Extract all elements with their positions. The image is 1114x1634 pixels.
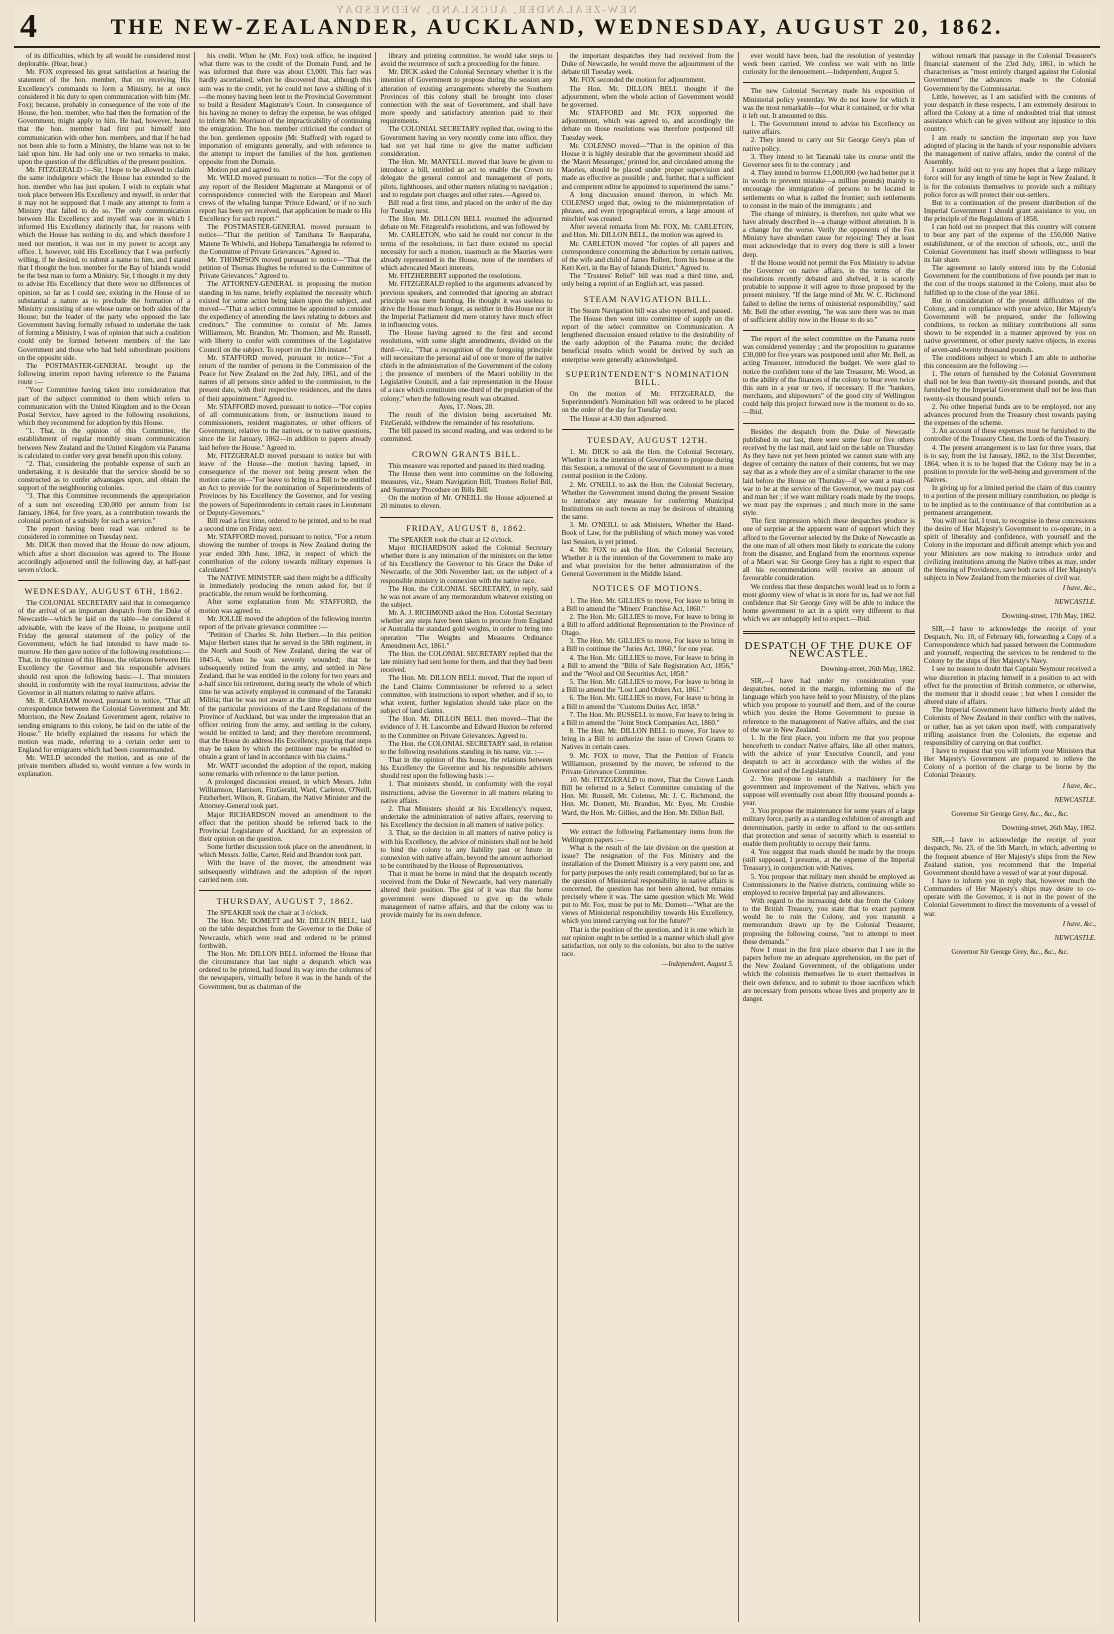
bleed-through-text: NEW-ZEALANDER, AUCKLAND, WEDNESDAY — [334, 4, 637, 16]
paragraph: If the House would not permit the Fox Ministry to advise the Governor on native affairs, in the terms of the resolutions recently debated and shelved, it is scarcely probable to suppose it will agree to those proposed by the present ministry. "If the large mind of Mr. W. C. Richmond failed to define the terms of ministerial responsibility," said Mr. Bell the other evening, "he was sure there was no man of sufficient ability now in the House to do so." — [742, 258, 915, 324]
paragraph: 2. You propose to establish a machinery for the government and improvement of the Natives, which you suppose will eventually cost about fifty thousand pounds a-year. — [742, 774, 915, 808]
paragraph: 3. The Hon. Mr. GILLIES to move, For leave to bring in a Bill to continue the "Juries Act, 1860," for one year. — [561, 637, 734, 654]
paragraph: I can hold out no prospect that this country will consent to bear any part of the expense of the £50,000 Native establishment, or of the erection of schools, etc., until the Colonial Government has itself shown willingness to bear its fair share. — [923, 223, 1097, 264]
paragraph: Mr. FITZGERALD :—Sir, I hope to be allowed to claim the same indulgence which the House has extended to the hon. member who has just spoken. I wish to explain what took place between His Excellency and myself, in order that it may not be supposed that I made any attempt to form a Ministry that failed to do so. The only communication between His Excellency and myself was one in which I informed His Excellency distinctly that, for reasons with which the House has nothing to do, and which therefore I need not mention, it was not in my power to accept any office. I, however, told His Excellency that I was perfectly willing, if he desired, to submit a name to him, and I stated that I thought the hon. member for the Bay of Islands would be the best man to form a Ministry. Sir, I thought it my duty to advise His Excellency that there were no differences of opinion, so far as I could see, existing in the House of so substantial a nature as to preclude the formation of a Ministry consisting of one whose name on both sides of the House; but the leader of the party who opposed the late Government having formally refused to undertake the task of forming a Ministry, I was of opinion that such a coalition could only be formed between members of the late Government and those who had held subordinate positions on the opposite side. — [18, 166, 191, 362]
divider — [380, 517, 552, 518]
source-credit: —Independent, August 5. — [662, 960, 734, 969]
paragraph: A prolonged discussion ensued, in which Messrs. John Williamson, Harrison, FitzGerald, Ward, Carleton, O'Neill, Fitzherbert, Wilson, R. Graham, the Native Minister and the Attorney-General took part. — [199, 777, 372, 811]
column-2 — [195, 52, 376, 1622]
divider — [18, 580, 190, 581]
columns — [14, 52, 1100, 1622]
paragraph: The report having been read was ordered to be considered in committee on Tuesday next. — [18, 525, 191, 542]
column-3 — [376, 52, 557, 1622]
paragraph: The Imperial Government have hitherto freely aided the Colonists of New Zealand in their conflict with the natives, or rather, has as yet taken upon itself, with comparatively trifling assistance from the Colonists, the expense and responsibility of carrying on that conflict. — [923, 706, 1097, 747]
paragraph: "Your Committee having taken into consideration that part of the subject committed to them which refers to communication with the United Kingdom and to the Ocean Postal Service, have agreed to the following resolutions, which they recommend for adoption by this House. — [18, 386, 191, 428]
paragraph: The Hon. Mr. DOMETT and Mr. DILLON BELL, laid on the table despatches from the Governor to the Duke of Newcastle, which were read and ordered to be printed forthwith. — [199, 917, 372, 950]
paragraph: Mr. FITZGERALD moved pursuant to notice but with leave of the House—the motion having lapsed, in consequence of the mover not being present when the motion came on—"For leave to bring in a Bill to be entitled an Act to provide for the nomination of Superintendents of Provinces by his Excellency the Governor, and for vesting the powers of Superintendents in certain cases in Lieutenant or Deputy-Governors." — [199, 451, 372, 517]
addressee: Governor Sir George Grey, &c., &c., &c. — [951, 809, 1069, 818]
paragraph: 1. The return of furnished by the Colonial Government shall not be less than twenty-six thousand pounds, and that furnished by the Imperial Government shall not be less than twenty-six thousand pounds. — [923, 370, 1097, 403]
paragraph: The SPEAKER took the chair at 12 o'clock. — [388, 535, 513, 544]
paragraph: That is the position of the question, and it is one which in our opinion ought to be settled in a manner which shall give satisfaction, not only to the colonists, but also to the native race. — [561, 925, 734, 959]
paragraph: 9. Mr. FOX to move, That the Petition of Francis Williamson, presented by the mover, be referred to the Private Grievance Committee. — [561, 751, 734, 776]
paragraph: Mr. CARLETON, who said he could not concur in the terms of the resolutions, in fact there existed no special necessity for such a motion, inasmuch as the Maories were already represented in the House, none of the members of which advocated Maori interests. — [380, 231, 553, 273]
paragraph: Mr. A. J. RICHMOND asked the Hon. Colonial Secretary whether any steps have been taken to procure from England or Australia the standard gold weights, in order to bring into operation "The Weights and Measures Ordinance Amendment Act, 1861." — [380, 609, 553, 650]
signature: NEWCASTLE. — [1054, 795, 1097, 804]
section-heading: TUESDAY, AUGUST 12TH. — [587, 434, 709, 445]
paragraph: 1. That ministers should, in conformity with the royal instructions, advise the Governor in all matters relating to native affairs. — [380, 780, 553, 805]
newspaper-page — [14, 6, 1100, 1626]
dateline: Downing-street, 17th May, 1862. — [1001, 612, 1097, 621]
paragraph: Major RICHARDSON moved an amendment to the effect that the petition should be referred back to the Provincial Legislature of Auckland, for an expression of their opinion on the question. — [199, 810, 372, 843]
column-4 — [558, 52, 739, 1622]
paragraph: 2. The Hon. Mr. GILLIES to move, For leave to bring in a Bill to afford additional Representation to the Province of Otago. — [561, 612, 734, 638]
dateline: Downing-street, 26th May, 1862. — [820, 664, 915, 673]
section-heading: NOTICES OF MOTIONS. — [592, 583, 704, 594]
paragraph: Major RICHARDSON asked the Colonial Secretary whether there is any intimation of the ministers on the letter of his Excellency the Governor to his Grace the Duke of Newcastle, of the 30th November last, on the subject of a responsible ministry in connexion with the native race. — [380, 543, 553, 585]
paragraph: Mr. DICK asked the Colonial Secretary whether it is the intention of Government to propose during the session any alteration of existing arrangements whereby the Southern Provinces of this colony shall be brought into closer connection with the seat of Government, and shall have more speedy and satisfactory attention paid to their requirements. — [380, 68, 553, 126]
section-heading: SUPERINTENDENT'S NOMINATION BILL. — [565, 368, 730, 387]
section-heading: THURSDAY, AUGUST 7, 1862. — [216, 895, 354, 906]
paragraph: Mr. FITZHERBERT supported the resolutions. — [388, 272, 522, 281]
paragraph: I cannot hold out to you any hopes that a large military force will for any length of time be kept in New Zealand. It is for the colonists themselves to provide such a military police force as will protect their out-settlers. — [923, 166, 1097, 199]
paragraph: his credit. When he (Mr. Fox) took office, he inquired what there was to the credit of the Domain Fund, and he was informed that there was about £3,000. This fact was hardly ascertained, when he discovered that, although this sum was to the credit, yet he could not have a shilling of it—the money having been lent to the Provincial Government to build a Resident Magistrate's Court. In consequence of his having no money to defray the expense, he was obliged to inform Mr. Morrison of the impracticability of continuing the emigration. The hon. member criticised the conduct of the hon. gentlemen opposite (Mr. Stafford) with regard to importation of emigrants generally, and with reference to the attempt to import the families of the hon. gentlemen opposite from the Domain. — [199, 52, 372, 167]
paragraph: The COLONIAL SECRETARY replied that, owing to the Government having so very recently come into office, they had not yet had time to give the matter sufficient consideration. — [380, 125, 553, 158]
paragraph: The Hon. the COLONIAL SECRETARY said, in relation to the following resolutions standing in his name, viz. :— — [380, 739, 553, 756]
paragraph: the important despatches they had received from the Duke of Newcastle, he would move the adjournment of the debate till Tuesday week. — [561, 52, 734, 77]
paragraph: The POSTMASTER-GENERAL brought up the following interim report having reference to the Panama route :— — [18, 361, 191, 387]
paragraph: I see no reason to doubt that Captain Seymour received a wise discretion in placing himself in a position to act with effect for the protection of British commerce, or otherwise, the moment that it should cease ; but when I consider the altered state of affairs. — [923, 665, 1097, 707]
paragraph: 6. The Hon. Mr. GILLIES to move, For leave to bring in a Bill to amend the "Customs Duties Act, 1858." — [561, 694, 734, 711]
paragraph: That it must be borne in mind that the despatch recently received from the Duke of Newcastle, had very materially altered their position. The gist of it was that the home government were disposed to give up the whole management of native affairs, and that the colony was to provide mainly for its own defence. — [380, 870, 553, 919]
paragraph: The House having agreed to the first and second resolutions, with some slight amendments, divided on the third—viz., "That a recognition of the foregoing principle will necessitate the personal aid of one or more of the native chiefs in the administration of the Government of the colony ; the presence of members of the Maori nobility in the Legislative Council, and a fair representation in the House of a race which constitutes one-third of the population of the colony," when the following result was obtained. — [380, 329, 553, 403]
paragraph: 3. They intend to let Taranaki take its course until the Governor sees fit to the contrary ; and — [742, 152, 915, 169]
closing: I have, &c., — [1062, 919, 1097, 928]
column-1 — [14, 52, 195, 1622]
paragraph: Little, however, as I am satisfied with the contents of your despatch in these respects, I am extremely desirous to afford the Colony at a time of undoubted trial that utmost assistance which can be given without any injustice to this country. — [923, 92, 1097, 134]
paragraph: The SPEAKER took the chair at 3 o'clock. — [207, 909, 329, 918]
paragraph: The ATTORNEY-GENERAL in proposing the motion standing in his name, briefly explained the necessity which existed for some action being taken upon the subject, and moved—"That a select committee be appointed to consider the expediency of amending the laws relating to debtors and creditors." The committee to consist of Mr. James Williamson, Mr. Brandon, Mr. Thomson, and Mr. Russell, with liberty to confer with committees of the Legislative Council on the subject. To report on the 13th instant." — [199, 280, 372, 354]
paragraph: The "Trustees' Relief" bill was read a third time, and, only being a reprint of an English act, was passed. — [561, 272, 734, 289]
masthead — [14, 6, 1100, 48]
paragraph: Mr. FOX expressed his great satisfaction at hearing the statement of the hon. member, that on receiving His Excellency's commands to form a Ministry, he at once considered it his duty to open communication with him (Mr. Fox); because, probably in consequence of the vote of the House, the hon. member, who had then the formation of the Government, might apply to him. He had, however, heard that the hon. member had first put himself into communication with other hon. members, and that if he had not been able to form a Ministry, the blame was not to be laid upon him. He had only one or two remarks to make, upon the question of the difficulties of the present position. — [18, 68, 191, 167]
paragraph: But to a continuation of the present distribution of the Imperial Government I should grant assistance to you, on the principle of the Regulations of 1858. — [923, 198, 1097, 224]
paragraph: That in the opinion of this house, the relations between his Excellency the Governor and his responsible advisers should rest upon the following basis :— — [380, 755, 553, 781]
section-heading: STEAM NAVIGATION BILL. — [583, 293, 712, 304]
paragraph: 10. Mr. FITZGERALD to move, That the Crown Lands Bill be referred to a Select Committee consisting of the Hon. Mr. Russell, Mr. Colenso, Mr. J. C. Richmond, the Hon. Mr. Domett, Mr. Brandon, Mr. Eyes, Mr. Crosbie Ward, the Hon. Mr. Gillies, and the Hon. Mr. Dillon Bell. — [561, 775, 734, 817]
paragraph: Mr. WELD seconded the motion, and as one of the private members alluded to, would venture a few words in explanation. — [18, 754, 191, 779]
paragraph: The Steam Navigation bill was also reported, and passed. — [569, 306, 733, 315]
paragraph: The Hon. Mr. DILLON BELL resumed the adjourned debate on Mr. Fitzgerald's resolutions, and was followed by — [380, 215, 553, 232]
paragraph: Some further discussion took place on the amendment, in which Messrs. Jollie, Carter, Reid and Brandon took part. — [199, 843, 372, 860]
paragraph: The report of the select committee on the Panama route was considered yesterday ; and the proposition to guarantee £30,000 for five years was postponed until after Mr. Bell, as acting Treasurer, introduced the budget. We were glad to notice the confident tone of the late Treasurer, Mr. Wood, as to the ability of the finances of the colony to bear even twice this sum in a year or two, if necessary. If the "bankers, merchants, and shipowners" of the good city of Wellington could help this project forward now is the moment to do so.—Ibid. — [742, 335, 915, 417]
paragraph: 4. You suggest that roads should be made by the troops (still supposed, I presume, at the expense of the Imperial Treasury), in conjunction with Natives. — [742, 848, 915, 873]
divider — [743, 82, 915, 83]
paragraph: The House then went into committee of supply on the report of the select committee on Communication. A lengthened discussion ensued relative to the desirability of the early adoption of the Panama route; the decided beneficial results which would be derived by such an enterprise were generally acknowledged. — [561, 314, 734, 364]
paragraph: 5. The Hon. Mr. GILLIES to move, For leave to bring in a Bill to amend the "Lost Land Orders Act, 1861." — [561, 678, 734, 695]
paragraph: The new Colonial Secretary made his exposition of Ministerial policy yesterday. We do not know for which it was the most remarkable—for what it contained, or for what it left out. It amounted to this. — [742, 87, 915, 120]
despatch-heading: DESPATCH OF THE DUKE OF NEWCASTLE. — [744, 640, 914, 661]
paragraph: Mr. CARLETON moved "for copies of all papers and correspondence concerning the abduction by certain natives, of the wife and child of James Rollett, from his house at the Keri Keri, in the Bay of Islands District." Agreed to. — [561, 239, 734, 273]
paragraph: Mr. JOLLIE moved the adoption of the following interim report of the private grievance committee :— — [199, 614, 372, 631]
double-divider — [743, 631, 915, 634]
paragraph: 2. That Ministers should at his Excellency's request, undertake the administration of native affairs, reserving to his Excellency the decision in all matters of native policy. — [380, 804, 553, 830]
divider — [743, 330, 915, 331]
paragraph: Besides the despatch from the Duke of Newcastle published in our last, there were some four or five others received by the last mail, and laid on the table on Thursday. As they have not yet been printed we cannot state with any degree of certainty the nature of their contents, but we may say that as a whole they are of a similar character to the one laid before the House on Thursday—if we want a man-of-war to be at the service of the Governor, we must pay cost and man her ; if we want military roads made by the troops, we must pay the expenses ; and much more in the same style. — [742, 427, 915, 518]
paragraph: SIR,—I have had under my consideration your despatches, noted in the margin, informing me of the language which you have held to your Ministry, of the plans which you propose to yourself and them, and of the course which you desire the Home Government to pursue in reference to the management of Native affairs, and the cost of the war in New Zealand. — [742, 676, 915, 734]
paragraph: The Hon. Mr. DILLON BELL then moved—That the evidence of J. H. Lascombe and Edward Huxton be referred to the Committee on Private Grievances. Agreed to. — [380, 715, 553, 740]
paragraph: The first impression which these despatches produce is one of surprise at the apparent want of support which they afford to the Governor selected by the Duke of Newcastle as the one man of all others most likely to extricate the colony from the disaster, and England from the enormous expense of a Maori war. Sir George Grey has a right to expect that all his recommendations will receive an amount of favourable consideration. — [742, 517, 915, 583]
paragraph: The agreement so lately entered into by the Colonial Government for the contributions of five pounds per man to the cost of the troops stationed in the Colony, must also be fulfilled up to the close of the year 1861. — [923, 264, 1097, 297]
paragraph: The House at 4.30 then adjourned. — [569, 414, 668, 423]
paragraph: I have to request that you will inform your Ministers that Her Majesty's Government are prepared to relieve the Colony of a portion of the charge to be borne by the Colonial Treasury. — [923, 746, 1097, 780]
paragraph: The change of ministry, is therefore, not quite what we have already described it—a change without alteration. It is a change for the worse. Verily the opponents of the Fox Ministry have abundant cause for rejoicing! They at least must acknowledge that to every dog there is still a lower deep. — [742, 209, 915, 259]
column-6 — [920, 52, 1100, 1622]
closing: I have, &c., — [1062, 584, 1097, 593]
paragraph: 3. Mr. O'NEILL to ask Ministers, Whether the Hand-Book of Law, for the publishing of which money was voted last Session, is yet printed. — [561, 521, 734, 546]
paragraph: The Hon. Mr. MANTELL moved that leave be given to introduce a bill, entitled an act to enable the Crown to delegate the general control and management of ports, pilots, lighthouses, and other matters relating to navigation ; and to regulate port charges and other rates.—Agreed to. — [380, 158, 553, 199]
paragraph: 1. In the first place, you inform me that you propose henceforth to conduct Native affairs, like all other matters, with the advice of your Executive Council, and your despatch to act in accordance with the wishes of the Governor and of the Legislature. — [742, 733, 915, 775]
paragraph: 4. The present arrangement is to last for three years, that is to say, from the 1st January, 1862, to the 31st December, 1864, when it is to be hoped that the Colony may be in a position to provide for the well-being and government of the Natives. — [923, 443, 1097, 485]
divider — [199, 890, 371, 891]
paragraph: The result of the division being ascertained Mr. FitzGerald, withdrew the remainder of his resolutions. — [380, 410, 553, 428]
paragraph: 4. They intend to borrow £1,000,000 (we had better put it in words to prevent mistake—a million pounds) mainly to encourage the immigration of persons to be located in settlements on what is called the frontier; such settlements to consist in the main of the immigrants ; and — [742, 169, 915, 210]
paragraph: 2. They intend to carry out Sir George Grey's plan of native policy. — [742, 136, 915, 153]
paragraph: The Hon. Mr. DILLON BELL thought if the adjournment, when the whole action of Government would be governed. — [561, 84, 734, 109]
paragraph: The COLONIAL SECRETARY said that in consequence of the arrival of an important despatch from the Duke of Newcastle—which he laid on the table—he considered it advisable, with the leave of the House, to postpone until Friday the general statement of the policy of the Government, which he had intended to have made to-morrow. He then gave notice of the following resolutions:—That, in the opinion of this House, the relations between His Excellency the Governor and his responsible advisers should rest upon the following basis:—1. That ministers should, in conformity with the royal instructions, advise the Governor in all matters relating to native affairs. — [18, 599, 191, 697]
closing: I have, &c., — [1062, 781, 1097, 790]
paragraph: A long discussion ensued thereon, in which Mr. COLENSO urged that, owing to the misinterpretation of phrases, and even typographical errors, a large amount of mischief was created. — [561, 190, 734, 224]
paragraph: 8. The Hon. Mr. DILLON BELL to move, For leave to bring in a Bill to authorize the issue of Crown Grants to Natives in certain cases. — [561, 727, 734, 752]
section-heading: WEDNESDAY, AUGUST 6TH, 1862. — [24, 586, 184, 596]
paragraph: "1. That, in the opinion of this Committee, the establishment of regular monthly steam communication between New Zealand and the United Kingdom via Panama is calculated to confer very great benefit upon this colony. — [18, 427, 191, 460]
paragraph: With the leave of the mover, the amendment was subsequently withdrawn and the adoption of the report carried nem. con. — [199, 859, 372, 884]
paragraph: Mr. COLENSO moved—"That in the opinion of this House it is highly desirable that the government should aid the 'Maori Messenger,' printed for, and circulated among the Maories, should be placed under proper supervision and made as effective as possible ; and, further, that a sufficient and competent editor be appointed to superintend the same." — [561, 141, 734, 191]
paragraph: The bill passed its second reading, and was ordered to be committed. — [380, 427, 553, 444]
paragraph: Bill read a first time, and placed on the order of the day for Tuesday next. — [380, 198, 553, 215]
paragraph: SIR,—I have to acknowledge the receipt of your despatch, No. 23, of the 5th March, in which, adverting to the frequent absence of Her Majesty's ships from the New Zealand station, you recommend that the Imperial Government should have a vessel of war at your disposal. — [923, 836, 1097, 877]
column-5 — [739, 52, 920, 1622]
paragraph: The Hon. the COLONIAL SECRETARY, in reply, said he was not aware of any memorandum whatever existing on the subject. — [380, 584, 553, 609]
paragraph: "Petition of Charles St. John Herbert.—In this petition Major Herbert states that he served in the 58th regiment, in the North and South of New Zealand, during the war of 1845-6, when he was severely wounded; that he subsequently retired from the army, and settled in New Zealand, that he was entitled in the colony for two years and a-half since his retirement, during nearly the whole of which time he was actively employed in command of the Taranaki Militia; that he was not aware at the time of his retirement of the particular provisions of the Land Regulations of the Province of Auckland, but was under the impression that an officer retiring from the army, and settling in the colony, would be entitled to land; and they therefore recommend, that the House do address His Excellency, praying that steps may be taken by which the petitioner may be enabled to obtain a grant of land in accordance with his claims." — [199, 631, 372, 762]
paragraph: Mr. STAFFORD and Mr. FOX supported the adjournment, which was agreed to, and accordingly the debate on those resolutions was therefore postponed till Tuesday week. — [561, 109, 734, 142]
paragraph: The POSTMASTER-GENERAL moved pursuant to notice—"That the petition of Tamihana Te Rauparaha, Matene Te Whiwhi, and Hohepa Tamaihengia be referred to the Committee of Private Grievances." Agreed to. — [199, 223, 372, 256]
paragraph: 3. You propose the maintenance for some years of a large military force, partly as a standing exhibition of strength and determination, partly in order to afford to the out-settlers that protection and sense of security which is essential to enable them profitably to occupy their farms. — [742, 807, 915, 848]
paragraph: But in consideration of the present difficulties of the Colony, and in compliance with your advice, Her Majesty's Government will be prepared, under the following conditions, to reckon as military contributions all sums shown to be expended in a manner approved by you on native government, or other purely native objects, in excess of seven-and-twenty thousand pounds. — [923, 296, 1097, 354]
dateline: Downing-street, 26th May, 1862. — [1001, 824, 1097, 833]
paragraph: ever would have been, had the resolution of yesterday week been carried. We confess we wait with no little curiosity for the denouement.—Independent, August 5. — [742, 52, 915, 77]
paragraph: 1. The Hon. Mr. GILLIES to move, For leave to bring in a Bill to amend the "Miners' Franchise Act, 1860." — [561, 596, 734, 613]
paragraph: In giving up for a limited period the claim of this country to a portion of the present military contribution, no pledge is to be implied as to the continuance of that contribution as a permanent arrangement. — [923, 484, 1097, 517]
paragraph: Mr. FITZGERALD replied to the arguments advanced by previous speakers, and contended that ignoring an abstract principle was mere humbug. He thought it was useless to drive the House much longer, as neither in this House nor in the Imperial Parliament did mere oratory have much effect in influencing votes. — [380, 280, 553, 330]
paragraph: Mr. R. GRAHAM moved, pursuant to notice, "That all correspondence between the Colonial Government and Mr. Morrison, the New Zealand Government agent, relative to sending emigrants to this colony, be laid on the table of the House." He briefly explained the reasons for which the motion was made, referring to a certain order sent to England for emigrants which had been countermanded. — [18, 697, 191, 754]
paragraph: "2. That, considering the probable expense of such an undertaking, it is desirable that the service should be so constructed as to confer advantages upon, and obtain the support of the neighbouring colonies. — [18, 459, 191, 493]
paragraph: Mr. WATT seconded the adoption of the report, making some remarks with reference to the latter portion. — [199, 761, 372, 778]
paragraph: We confess that these despatches would lead us to form a most gloomy view of what is in store for us, had we not full confidence that Sir George Grey will be able to induce the home government to act in a spirit very different to that which we are unhappily led to expect.—Ibid. — [742, 582, 915, 624]
paragraph: 2. No other Imperial funds are to be employed, nor any advances procured from the Treasury chest towards paying the expenses of the scheme. — [923, 402, 1097, 428]
paragraph: The Hon. the COLONIAL SECRETARY replied that the late ministry had sent home for them, and that they had been received. — [380, 649, 553, 675]
paragraph: Motion put and agreed to. — [207, 166, 281, 175]
paragraph: The conditions subject to which I am able to authorise this concession are the following :— — [923, 353, 1097, 370]
paragraph: library and printing committee, he would take steps to avoid the recurrence of such a proceeding for the future. — [380, 52, 553, 69]
paragraph: With regard to the increasing debt due from the Colony to the British Treasury, you state that to exact payment would be to ruin the Colony, and you transmit a memorandum drawn up by the Colonial Treasurer, proposing the following course, "not to attempt to meet these demands." — [742, 897, 915, 946]
paragraph: The House then went into committee on the following measures, viz., Steam Navigation Bill, Trustees Relief Bill, and Summary Procedure on Bills Bill. — [380, 469, 553, 495]
paragraph: This measure was reported and passed its third reading. — [388, 461, 546, 470]
divider — [562, 429, 734, 430]
signature: NEWCASTLE. — [1054, 598, 1097, 607]
paragraph: 4. Mr. FOX to ask the Hon. the Colonial Secretary, Whether it is the intention of the Government to make any and what provision for the better administration of the General Government in the Middle Island. — [561, 545, 734, 579]
section-heading: CROWN GRANTS BILL. — [411, 448, 521, 459]
newspaper-title: THE NEW-ZEALANDER, AUCKLAND, WEDNESDAY, AUGUST 20, 1862. — [110, 14, 1004, 39]
paragraph: Mr. WELD moved pursuant to notice—"For the copy of any report of the Resident Magistrate at Mangonui or of correspondence connected with the European and Maori crews of the whaling barque 'Prince Edward,' or if no such report has been yet received, that application be made to His Excellency for such report." — [199, 174, 372, 224]
paragraph: 2. Mr. O'NEILL to ask the Hon. the Colonial Secretary, Whether the Government intend during the present Session to introduce any measure for conferring Municipal Institutions on such towns as may be desirous of obtaining the same. — [561, 480, 734, 522]
paragraph: Mr. DICK then moved that the House do now adjourn, which after a short discussion was agreed to. The House accordingly adjourned until the following day, at half-past seven o'clock. — [18, 541, 191, 574]
paragraph: We extract the following Parliamentary items from the Wellington papers :— — [561, 827, 734, 844]
paragraph: What is the result of the late division on the question at issue? The resignation of the Fox Ministry and the installation of the Domett Ministry is a very patent one, and for party purposes the only result contemplated; but so far as the question of Ministerial responsibility in native affairs is concerned, the question has not been altered, but remains precisely where it was. The same question which Mr. Weld put to Mr. Fox, must be put to Mr. Domett—"What are the views of Ministerial responsibility towards His Excellency, which you intend carrying out for the future?" — [561, 844, 734, 926]
paragraph: On the motion of Mr. FITZGERALD, the Superintendent's Nomination bill was ordered to be placed on the order of the day for Tuesday next. — [561, 390, 734, 415]
paragraph: You will not fail, I trust, to recognise in these concessions the desire of Her Majesty's Government to co-operate, in a spirit of liberality and confidence, with yourself and the Colony in the important and difficult attempt which you and your Ministers are now making to introduce order and civilizing institutions among the Native tribes as may, under the blessing of Providence, save both races of Her Majesty's subjects in New Zealand from the miseries of civil war. — [923, 516, 1097, 582]
paragraph: The NATIVE MINISTER said there might be a difficulty in immediately producing the return asked for, but if practicable, the return would be forthcoming. — [199, 574, 372, 599]
paragraph: "3. That this Committee recommends the appropriation of a sum not exceeding £30,000 per annum from 1st January, 1864, for five years, as a contribution towards the colonial portion of a subsidy for such a service." — [18, 492, 191, 525]
paragraph: Mr. STAFFORD moved, pursuant to notice—"For copies of all communications from, or instructions issued to commissioners, resident magistrates, or other officers of Government, relative to the natives, or to native questions, since the 1st January, 1862—in addition to papers already laid before the House." Agreed to. — [199, 402, 372, 452]
paragraph: The Hon. Mr. DILLON BELL moved, That the report of the Land Claims Commissioner be referred to a select committee, with instructions to report whether, and if so, to what extent, further legislation should take place on the subject of land claims. — [380, 674, 553, 716]
paragraph: I have to inform you in reply that, however much the Commanders of Her Majesty's ships may desire to co-operate with the Governor, it is not in the power of the Colonial Government to direct the movements of a vessel of war. — [923, 877, 1097, 918]
paragraph: 1. Mr. DICK to ask the Hon. the Colonial Secretary, Whether it is the intention of Government to propose during this Session, a removal of the seat of Government to a more central position in the Colony. — [561, 447, 734, 481]
paragraph: SIR,—I have to acknowledge the receipt of your Despatch, No. 10, of February 6th, forwarding a Copy of a Correspondence which had passed between the Commodore and yourself, respecting the services to be rendered to the Colony by the ships of Her Majesty's Navy. — [923, 624, 1097, 666]
paragraph: 5. You propose that military men should be employed as Commissioners in the Native districts, continuing while so employed to receive Imperial pay and allowances. — [742, 872, 915, 897]
paragraph: On the motion of Mr. O'NEILL the House adjourned at 20 minutes to eleven. — [380, 494, 553, 511]
paragraph: After some explanation from Mr. STAFFORD, the motion was agreed to. — [199, 598, 372, 615]
paragraph: of its difficulties, which by all would be considered most deplorable. (Hear, hear.) — [18, 52, 191, 69]
paragraph: I am ready to sanction the important step you have adopted of placing in the hands of your responsible advisers the management of native affairs, under the control of the Assembly. — [923, 133, 1097, 167]
signature: NEWCASTLE. — [1054, 933, 1097, 942]
paragraph: 7. The Hon. Mr. RUSSELL to move, For leave to bring in a Bill to amend the "Joint Stock Companies Act, 1860." — [561, 710, 734, 727]
paragraph: Mr. STAFFORD moved, pursuant to notice, "For a return showing the number of troops in New Zealand during the year ended 30th June, 1862, in respect of which the contribution of the colony towards military expenses is calculated." — [199, 533, 372, 574]
paragraph: Bill read a first time, ordered to be printed, and to be read a second time on Friday next. — [199, 516, 372, 534]
addressee: Governor Sir George Grey, &c., &c., &c. — [951, 948, 1069, 957]
paragraph: 1. The Government intend to advise his Excellency on native affairs. — [742, 120, 915, 137]
paragraph: 3. An account of these expenses must be furnished to the controller of the Treasury Chest, the Lords of the Treasury. — [923, 427, 1097, 444]
paragraph: Mr. THOMPSON moved pursuant to notice—"That the petition of Thomas Hughes be referred to the Committee of Private Grievances." Agreed to. — [199, 255, 372, 281]
paragraph: without remark that passage in the Colonial Treasurer's financial statement of the 23rd July, 1861, in which he characterises as "most entirely charged against the Colonial Government" the advances made to the Colonial Government by the Commissariat. — [923, 52, 1097, 93]
section-heading: FRIDAY, AUGUST 8, 1862. — [406, 522, 527, 533]
paragraph: The Hon. Mr. DILLON BELL informed the House that the circumstance that last night a despatch which was ordered to be printed, had found its way into the columns of the newspapers, virtually before it was in the hands of the Government, but as chairman of the — [199, 949, 372, 991]
paragraph: Now I must in the first place observe that I see in the papers before me an adequate apprehension, on the part of the New Zealand Government, of the obligations under which the colonists themselves lie to exert themselves in their own defence, and to submit to those sacrifices which are necessary from persons whose lives and property are in danger. — [742, 945, 915, 1003]
divider — [562, 823, 734, 824]
division-result: Ayes, 17. Noes, 20. — [438, 402, 494, 411]
paragraph: Mr. STAFFORD moved, pursuant to notice—"For a return of the number of persons in the Commission of the Peace for New Zealand on the 2nd July, 1861, and of the names of all persons since added to the commission, to the present date, with their respective residences, and the dates of their appointment." Agreed to. — [199, 353, 372, 403]
paragraph: Mr. FOX seconded the motion for adjournment. — [569, 76, 706, 85]
paragraph: 4. The Hon. Mr. GILLIES to move, For leave to bring in a Bill to amend the "Bills of Sale Registration Act, 1856," and the "Wool and Oil Securities Act, 1858." — [561, 653, 734, 678]
divider — [743, 423, 915, 424]
paragraph: After several remarks from Mr. FOX, Mr. CARLETON, and Hon. Mr. DILLON BELL, the motion was agreed to. — [561, 223, 734, 240]
paragraph: 3. That, so the decision in all matters of native policy is with his Excellency, the advice of ministers shall not be held to bind the colony to any liability past or future in connexion with native affairs, beyond the amount authorised to be contributed by the House of Representatives. — [380, 829, 553, 870]
page-number: 4 — [20, 8, 37, 45]
